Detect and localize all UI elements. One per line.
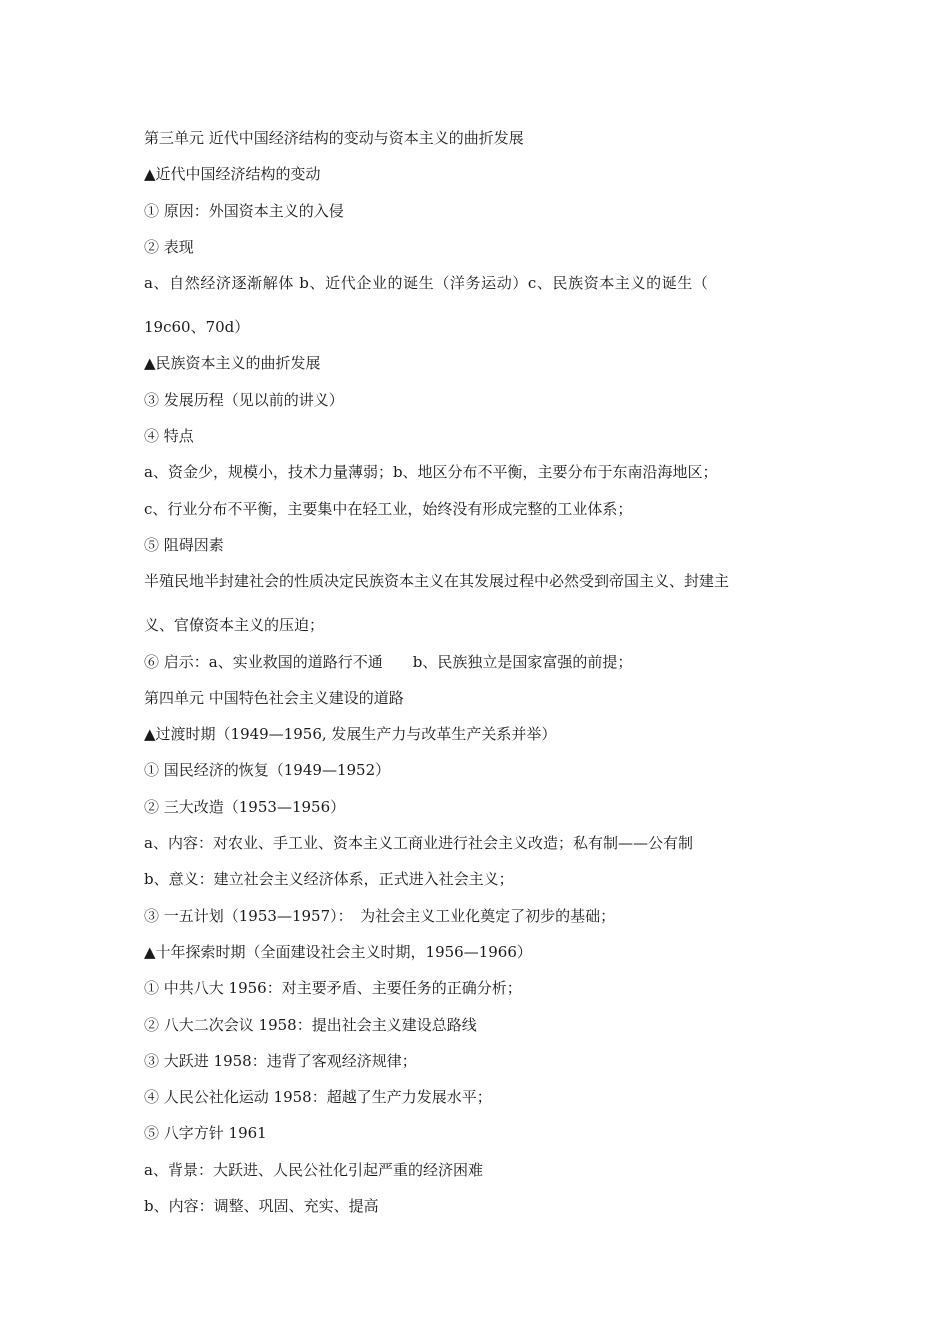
- text-line: ③ 大跃进 1958：违背了客观经济规律；: [144, 1051, 417, 1070]
- text-line: 义、官僚资本主义的压迫；: [144, 616, 325, 635]
- text-line: ④ 特点: [144, 427, 194, 446]
- text-line: ⑥ 启示：a、实业救国的道路行不通 b、民族独立是国家富强的前提；: [144, 652, 633, 671]
- text-line: ④ 人民公社化运动 1958：超越了生产力发展水平；: [144, 1088, 492, 1107]
- text-line: ② 八大二次会议 1958：提出社会主义建设总路线: [144, 1015, 477, 1034]
- text-line: a、内容：对农业、手工业、资本主义工商业进行社会主义改造；私有制——公有制: [144, 834, 693, 853]
- text-line: ⑤ 八字方针 1961: [144, 1124, 267, 1143]
- section-heading: ▲近代中国经济结构的变动: [144, 165, 321, 184]
- document-body: [144, 120, 810, 1224]
- text-line: b、内容：调整、巩固、充实、提高: [144, 1197, 379, 1216]
- text-line: ⑤ 阻碍因素: [144, 535, 224, 554]
- unit-3-heading: 第三单元 近代中国经济结构的变动与资本主义的曲折发展: [144, 129, 524, 147]
- text-line: a、自然经济逐渐解体 b、近代企业的诞生（洋务运动）c、民族资本主义的诞生（: [144, 274, 709, 293]
- text-line: ② 表现: [144, 237, 194, 256]
- text-line: a、背景：大跃进、人民公社化引起严重的经济困难: [144, 1160, 483, 1179]
- section-heading: ▲民族资本主义的曲折发展: [144, 354, 321, 373]
- section-heading: ▲过渡时期（1949—1956, 发展生产力与改革生产关系并举）: [144, 725, 557, 744]
- unit-4-heading: 第四单元 中国特色社会主义建设的道路: [144, 688, 404, 707]
- text-line: 半殖民地半封建社会的性质决定民族资本主义在其发展过程中必然受到帝国主义、封建主: [144, 572, 730, 591]
- text-line: ② 三大改造（1953—1956）: [144, 797, 346, 816]
- text-line: c、行业分布不平衡，主要集中在轻工业，始终没有形成完整的工业体系；: [144, 499, 633, 518]
- text-line: ③ 发展历程（见以前的讲义）: [144, 390, 344, 409]
- text-line: ③ 一五计划（1953—1957）： 为社会主义工业化奠定了初步的基础；: [144, 906, 616, 925]
- text-line: ① 国民经济的恢复（1949—1952）: [144, 761, 391, 780]
- text-line: a、资金少，规模小，技术力量薄弱；b、地区分布不平衡，主要分布于东南沿海地区；: [144, 463, 718, 482]
- section-heading: ▲十年探索时期（全面建设社会主义时期，1956—1966）: [144, 942, 532, 961]
- text-line: ① 原因：外国资本主义的入侵: [144, 201, 344, 220]
- text-line: b、意义：建立社会主义经济体系，正式进入社会主义；: [144, 870, 514, 889]
- text-line: ① 中共八大 1956：对主要矛盾、主要任务的正确分析；: [144, 979, 522, 998]
- text-line: 19c60、70d）: [144, 318, 250, 337]
